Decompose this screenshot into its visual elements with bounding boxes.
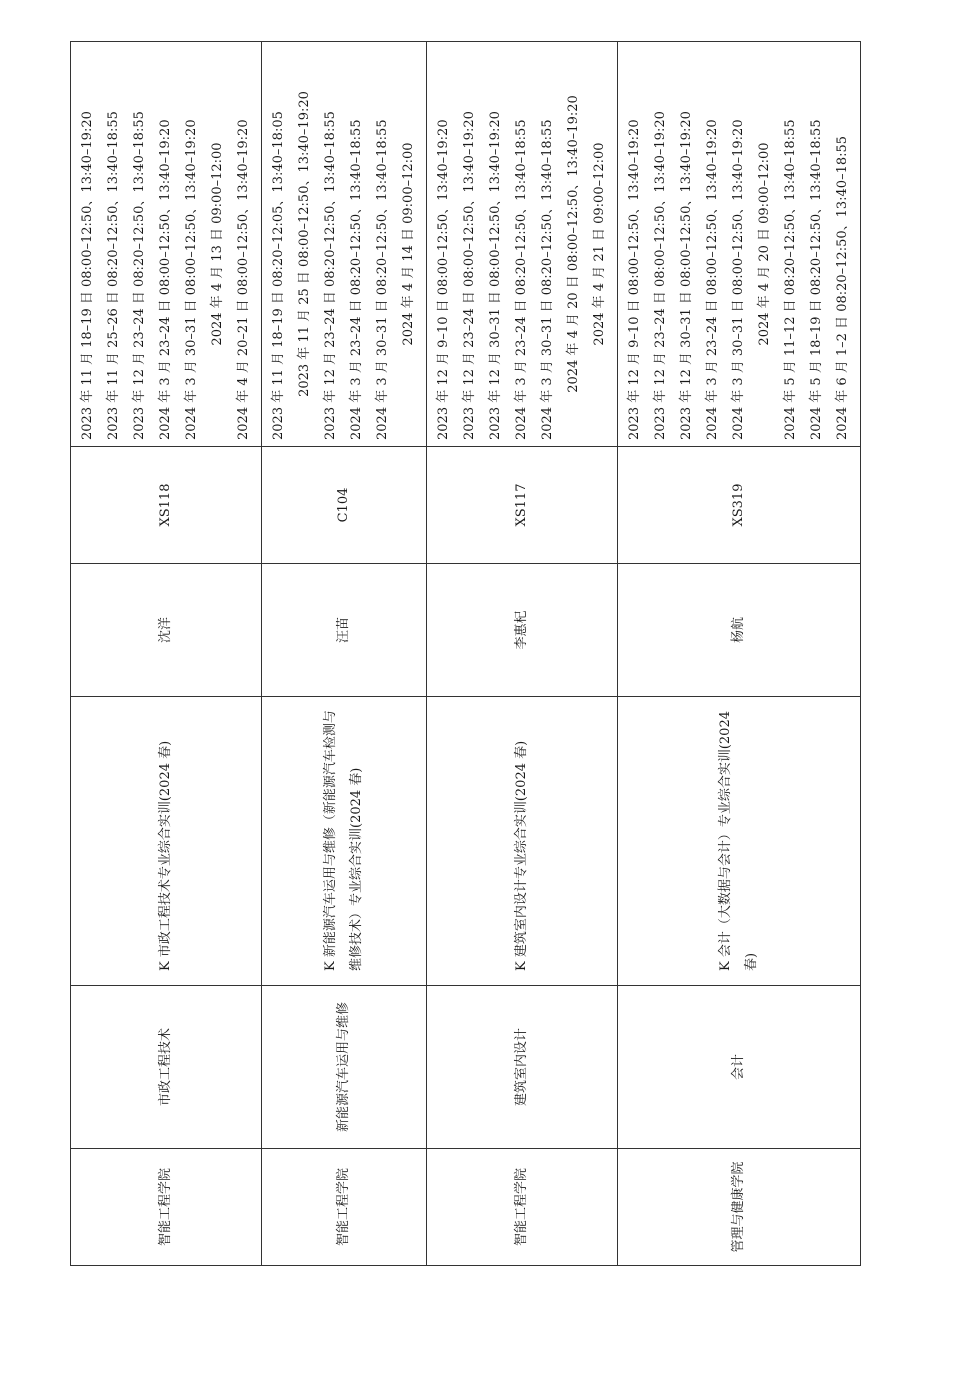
schedule-line: 2024 年 5 月 11–12 日 08:20–12:50、13:40–18:55 bbox=[783, 119, 798, 440]
teacher-cell: 沈洋 bbox=[71, 564, 262, 697]
schedule-line: 2024 年 3 月 23–24 日 08:00–12:50、13:40–19:20 bbox=[158, 119, 173, 440]
major-cell: 新能源汽车运用与维修 bbox=[262, 986, 427, 1149]
table-row bbox=[262, 42, 427, 1266]
schedule-line: 2023 年 12 月 23–24 日 08:20–12:50、13:40–18:55 bbox=[132, 111, 147, 440]
course-cell: K 市政工程技术专业综合实训(2024 春) bbox=[71, 697, 262, 986]
schedule-line: 2024 年 4 月 20 日 09:00–12:00 bbox=[757, 142, 772, 346]
schedule-line: 2024 年 4 月 21 日 09:00–12:00 bbox=[592, 142, 607, 346]
room-cell: C104 bbox=[262, 447, 427, 564]
schedule-line: 2024 年 3 月 30–31 日 08:20–12:50、13:40–18:55 bbox=[540, 119, 555, 440]
schedule-cell bbox=[427, 42, 618, 447]
rotated-page-content bbox=[70, 91, 850, 1266]
course-cell: K 新能源汽车运用与维修（新能源汽车检测与维修技术）专业综合实训(2024 春) bbox=[262, 697, 427, 986]
table-row bbox=[618, 42, 861, 1266]
schedule-line: 2024 年 4 月 14 日 09:00–12:00 bbox=[401, 142, 416, 346]
schedule-line: 2024 年 3 月 23–24 日 08:20–12:50、13:40–18:55 bbox=[514, 119, 529, 440]
course-cell: K 会计（大数据与会计）专业综合实训(2024 春) bbox=[618, 697, 861, 986]
schedule-line: 2024 年 3 月 30–31 日 08:00–12:50、13:40–19:20 bbox=[184, 119, 199, 440]
schedule-line: 2023 年 12 月 23–24 日 08:00–12:50、13:40–19:20 bbox=[653, 111, 668, 440]
college-cell: 管理与健康学院 bbox=[618, 1149, 861, 1266]
schedule-line: 2023 年 11 月 25 日 08:00–12:50、13:40–19:20 bbox=[297, 91, 312, 397]
teacher-cell: 李惠杞 bbox=[427, 564, 618, 697]
schedule-line: 2023 年 12 月 30–31 日 08:00–12:50、13:40–19:20 bbox=[679, 111, 694, 440]
room-cell: XS117 bbox=[427, 447, 618, 564]
college-cell: 智能工程学院 bbox=[71, 1149, 262, 1266]
schedule-line: 2024 年 4 月 13 日 09:00–12:00 bbox=[210, 142, 225, 346]
teacher-cell: 汪苗 bbox=[262, 564, 427, 697]
schedule-line: 2024 年 5 月 18–19 日 08:20–12:50、13:40–18:55 bbox=[809, 119, 824, 440]
schedule-line: 2023 年 12 月 9–10 日 08:00–12:50、13:40–19:20 bbox=[627, 119, 642, 440]
schedule-cell bbox=[262, 42, 427, 447]
schedule-line: 2024 年 3 月 23–24 日 08:20–12:50、13:40–18:55 bbox=[349, 119, 364, 440]
table-row bbox=[427, 42, 618, 1266]
schedule-cell bbox=[618, 42, 861, 447]
college-cell: 智能工程学院 bbox=[427, 1149, 618, 1266]
schedule-line: 2023 年 11 月 18–19 日 08:20–12:05、13:40–18:05 bbox=[271, 111, 286, 440]
schedule-line: 2023 年 12 月 23–24 日 08:20–12:50、13:40–18:55 bbox=[323, 111, 338, 440]
major-cell: 会计 bbox=[618, 986, 861, 1149]
major-cell: 市政工程技术 bbox=[71, 986, 262, 1149]
schedule-line: 2024 年 6 月 1–2 日 08:20–12:50、13:40–18:55 bbox=[835, 135, 850, 440]
schedule-line: 2023 年 12 月 9–10 日 08:00–12:50、13:40–19:20 bbox=[436, 119, 451, 440]
schedule-line: 2024 年 3 月 30–31 日 08:00–12:50、13:40–19:20 bbox=[731, 119, 746, 440]
schedule-line: 2024 年 4 月 20 日 08:00–12:50、13:40–19:20 bbox=[566, 95, 581, 393]
schedule-line: 2023 年 11 月 18–19 日 08:00–12:50、13:40–19:20 bbox=[80, 111, 95, 440]
college-cell: 智能工程学院 bbox=[262, 1149, 427, 1266]
schedule-line: 2024 年 4 月 20–21 日 08:00–12:50、13:40–19:20 bbox=[236, 119, 251, 440]
schedule-line: 2024 年 3 月 23–24 日 08:00–12:50、13:40–19:20 bbox=[705, 119, 720, 440]
teacher-cell: 杨航 bbox=[618, 564, 861, 697]
schedule-line: 2023 年 12 月 23–24 日 08:00–12:50、13:40–19:20 bbox=[462, 111, 477, 440]
schedule-line: 2023 年 11 月 25–26 日 08:20–12:50、13:40–18:55 bbox=[106, 111, 121, 440]
course-cell: K 建筑室内设计专业综合实训(2024 春) bbox=[427, 697, 618, 986]
major-cell: 建筑室内设计 bbox=[427, 986, 618, 1149]
training-schedule-table bbox=[70, 41, 861, 1266]
schedule-cell bbox=[71, 42, 262, 447]
table-row bbox=[71, 42, 262, 1266]
room-cell: XS319 bbox=[618, 447, 861, 564]
schedule-line: 2023 年 12 月 30–31 日 08:00–12:50、13:40–19:20 bbox=[488, 111, 503, 440]
room-cell: XS118 bbox=[71, 447, 262, 564]
schedule-line: 2024 年 3 月 30–31 日 08:20–12:50、13:40–18:55 bbox=[375, 119, 390, 440]
